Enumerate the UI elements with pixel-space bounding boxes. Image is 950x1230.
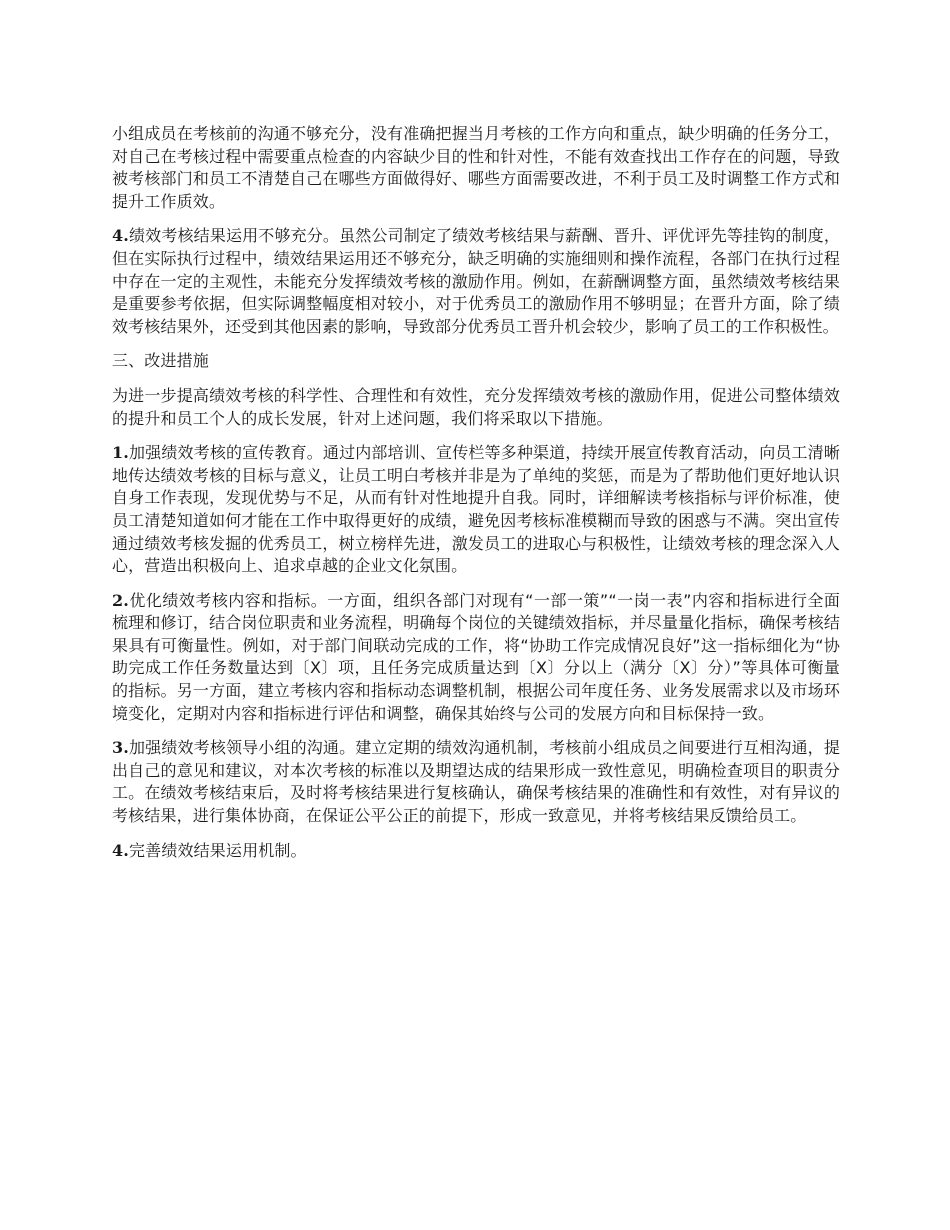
paragraph-measure-2 bbox=[112, 590, 840, 726]
paragraph-measure-3 bbox=[112, 737, 840, 827]
section-heading bbox=[112, 350, 840, 373]
item-number: 2. bbox=[112, 590, 130, 610]
paragraph-text: 小组成员在考核前的沟通不够充分，没有准确把握当月考核的工作方向和重点，缺少明确的任务分工，对自己在考核过程中需要重点检查的内容缺少目的性和针对性，不能有效查找出工作存在的问题，导致被考核部门和员工不清楚自己在哪些方面做得好、哪些方面需要改进，不利于员工及时调整工作方式和提升工作质效。 bbox=[112, 124, 840, 211]
paragraph-communication-issue bbox=[112, 123, 840, 213]
paragraph-text: 绩效考核结果运用不够充分。虽然公司制定了绩效考核结果与薪酬、晋升、评优评先等挂钩的制度，但在实际执行过程中，绩效结果运用还不够充分，缺乏明确的实施细则和操作流程，各部门在执行过程中存在一定的主观性，未能充分发挥绩效考核的激励作用。例如，在薪酬调整方面，虽然绩效考核结果是重要参考依据，但实际调整幅度相对较小，对于优秀员工的激励作用不够明显；在晋升方面，除了绩效考核结果外，还受到其他因素的影响，导致部分优秀员工晋升机会较少，影响了员工的工作积极性。 bbox=[112, 226, 840, 336]
paragraph-text: 优化绩效考核内容和指标。一方面，组织各部门对现有“一部一策”“一岗一表”内容和指标进行全面梳理和修订，结合岗位职责和业务流程，明确每个岗位的关键绩效指标，并尽量量化指标，确保考核结果具有可衡量性。例如，对于部门间联动完成的工作，将“协助工作完成情况良好”这一指标细化为“协助完成工作任务数量达到〔X〕项，且任务完成质量达到〔X〕分以上（满分〔X〕分）”等具体可衡量的指标。另一方面，建立考核内容和指标动态调整机制，根据公司年度任务、业务发展需求以及市场环境变化，定期对内容和指标进行评估和调整，确保其始终与公司的发展方向和目标保持一致。 bbox=[112, 590, 840, 723]
document-body bbox=[112, 123, 840, 874]
paragraph-text: 加强绩效考核领导小组的沟通。建立定期的绩效沟通机制，考核前小组成员之间要进行互相沟通，提出自己的意见和建议，对本次考核的标准以及期望达成的结果形成一致性意见，明确检查项目的职责分工。在绩效考核结束后，及时将考核结果进行复核确认，确保考核结果的准确性和有效性，对有异议的考核结果，进行集体协商，在保证公平公正的前提下，形成一致意见，并将考核结果反馈给员工。 bbox=[112, 738, 840, 826]
paragraph-text: 完善绩效结果运用机制。 bbox=[129, 840, 307, 860]
item-number: 3. bbox=[112, 738, 130, 758]
paragraph-measure-4 bbox=[112, 840, 840, 863]
paragraph-measure-1 bbox=[112, 442, 840, 578]
item-number: 1. bbox=[112, 443, 130, 463]
paragraph-result-usage-issue bbox=[112, 225, 840, 338]
paragraph-text: 为进一步提高绩效考核的科学性、合理性和有效性，充分发挥绩效考核的激励作用，促进公司整体绩效的提升和员工个人的成长发展，针对上述问题，我们将采取以下措施。 bbox=[112, 385, 840, 428]
paragraph-text: 加强绩效考核的宣传教育。通过内部培训、宣传栏等多种渠道，持续开展宣传教育活动，向员工清晰地传达绩效考核的目标与意义，让员工明白考核并非是为了单纯的奖惩，而是为了帮助他们更好地认识自身工作表现，发现优势与不足，从而有针对性地提升自我。同时，详细解读考核指标与评价标准，使员工清楚知道如何才能在工作中取得更好的成绩，避免因考核标准模糊而导致的困惑与不满。突出宣传通过绩效考核发掘的优秀员工，树立榜样先进，激发员工的进取心与积极性，让绩效考核的理念深入人心，营造出积极向上、追求卓越的企业文化氛围。 bbox=[112, 443, 840, 576]
section-heading-text: 三、改进措施 bbox=[112, 351, 209, 371]
item-number: 4. bbox=[112, 840, 130, 860]
paragraph-measures-intro bbox=[112, 385, 840, 430]
item-number: 4. bbox=[112, 226, 130, 246]
